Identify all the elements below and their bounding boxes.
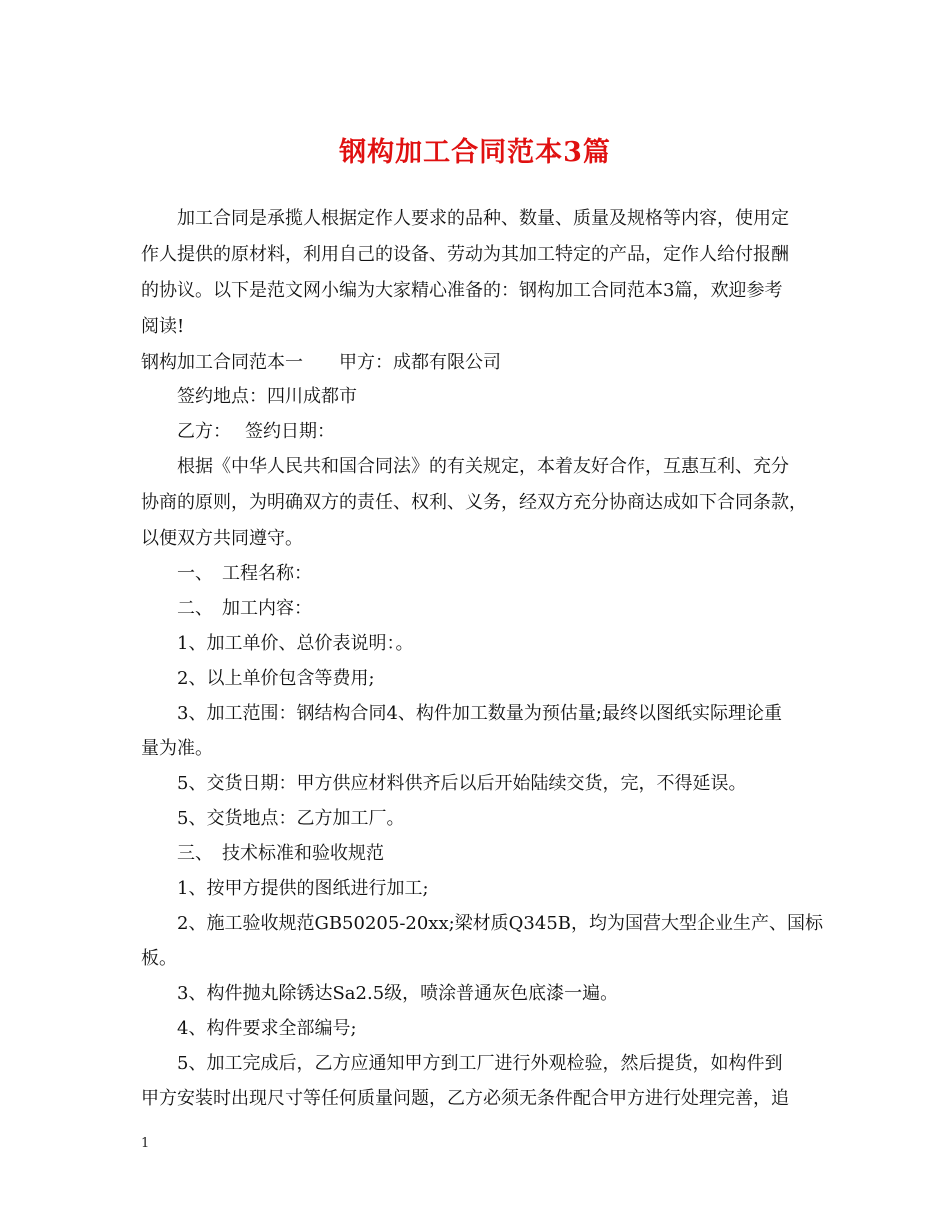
body-line: 的协议。以下是范文网小编为大家精心准备的：钢构加工合同范本3篇，欢迎参考 — [141, 280, 783, 301]
body-line: 以便双方共同遵守。 — [141, 528, 303, 549]
page-number: 1 — [141, 1136, 150, 1151]
clause-item: 1、按甲方提供的图纸进行加工; — [177, 878, 429, 899]
clause-item: 5、加工完成后，乙方应通知甲方到工厂进行外观检验，然后提货，如构件到 — [177, 1053, 783, 1074]
body-line: 协商的原则，为明确双方的责任、权利、义务，经双方充分协商达成如下合同条款， — [141, 492, 807, 513]
clause-item: 1、加工单价、总价表说明：。 — [177, 633, 414, 654]
party-a: 甲方：成都有限公司 — [339, 352, 501, 373]
party-b: 乙方： — [177, 421, 231, 442]
body-line: 阅读! — [141, 316, 185, 337]
clause-item: 甲方安装时出现尺寸等任何质量问题，乙方必须无条件配合甲方进行处理完善，追 — [141, 1088, 789, 1109]
signing-location: 签约地点：四川成都市 — [177, 386, 357, 407]
party-b-line — [177, 420, 335, 444]
clause-item: 3、加工范围：钢结构合同4、构件加工数量为预估量;最终以图纸实际理论重 — [177, 703, 782, 724]
signing-date: 签约日期： — [245, 421, 335, 442]
clause-item: 量为准。 — [141, 738, 213, 759]
body-line: 根据《中华人民共和国合同法》的有关规定，本着友好合作，互惠互利、充分 — [177, 456, 789, 477]
clause-item: 2、以上单价包含等费用; — [177, 668, 375, 689]
body-line: 作人提供的原材料，利用自己的设备、劳动为其加工特定的产品，定作人给付报酬 — [141, 244, 789, 265]
clause-heading: 二、 加工内容： — [177, 598, 312, 619]
body-line: 加工合同是承揽人根据定作人要求的品种、数量、质量及规格等内容，使用定 — [177, 208, 789, 229]
clause-item: 2、施工验收规范GB50205-20xx;梁材质Q345B，均为国营大型企业生产、国标 — [177, 913, 824, 934]
clause-item: 4、构件要求全部编号; — [177, 1018, 357, 1039]
clause-heading: 一、 工程名称： — [177, 563, 312, 584]
clause-item: 板。 — [141, 948, 177, 969]
section-heading: 钢构加工合同范本一 — [141, 352, 303, 373]
clause-heading: 三、 技术标准和验收规范 — [177, 843, 384, 864]
clause-item: 3、构件抛丸除锈达Sa2.5级，喷涂普通灰色底漆一遍。 — [177, 983, 619, 1004]
clause-item: 5、交货日期：甲方供应材料供齐后以后开始陆续交货，完，不得延误。 — [177, 773, 747, 794]
section-heading-line — [141, 351, 501, 375]
clause-item: 5、交货地点：乙方加工厂。 — [177, 808, 405, 829]
document-title: 钢构加工合同范本3篇 — [339, 137, 611, 168]
